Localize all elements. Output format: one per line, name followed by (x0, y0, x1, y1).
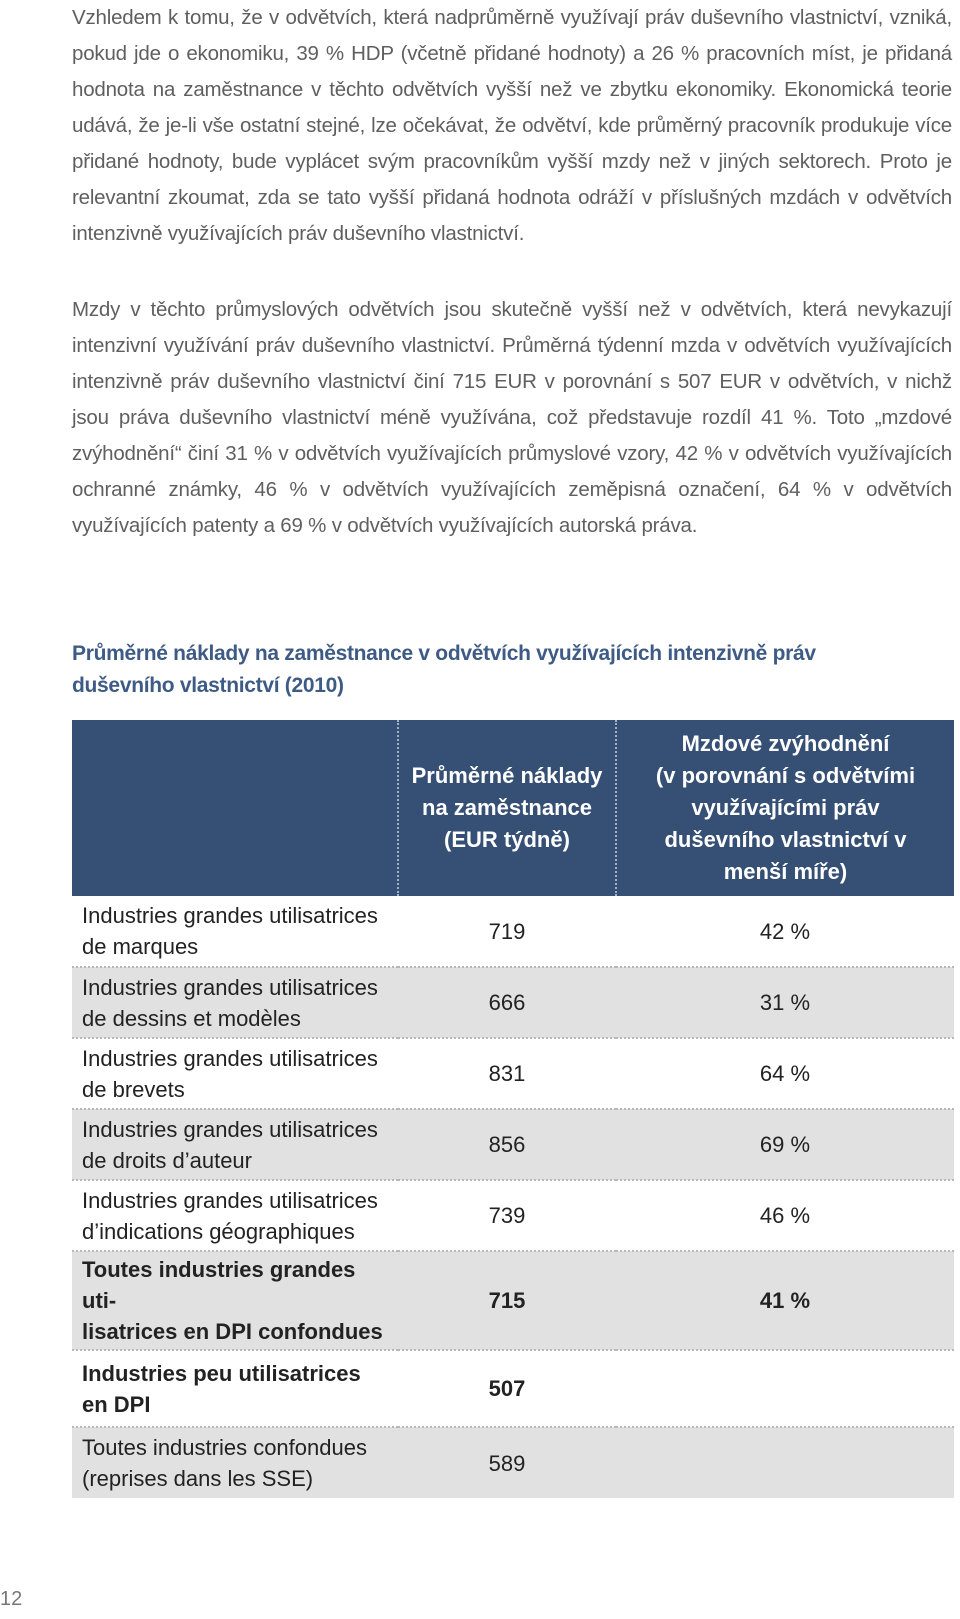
paragraph-wages: Mzdy v těchto průmyslových odvětvích jsou skutečně vyšší než v odvětvích, která nevykazují intenzivní využívání práv duševního vlastnictví. Průměrná týdenní mzda v odvětvích využívajících intenzivně práv duševního vlastnictví činí 715 EUR v porovnání s 507 EUR v odvětvích, v nichž jsou práva duševního vlastnictví méně využívána, což představuje rozdíl 41 %. Toto „mzdové zvýhodnění“ činí 31 % v odvětvích využívajících průmyslové vzory, 42 % v odvětvích využívajících ochranné známky, 46 % v odvětvích využívajících zeměpisná označení, 64 % v odvětvích využívajících patenty a 69 % v odvětvích využívajících autorská práva. (72, 298, 952, 537)
table-row (72, 1038, 954, 1109)
row-label-line: Industries peu utilisatrices (82, 1360, 361, 1386)
header-industry (72, 720, 398, 896)
table-row-all-industries (72, 1427, 954, 1498)
row-premium: 42 % (616, 896, 954, 967)
row-cost: 719 (398, 896, 616, 967)
row-premium: 64 % (616, 1038, 954, 1109)
row-label-line: en DPI (82, 1391, 151, 1417)
row-premium: 46 % (616, 1180, 954, 1251)
header-wage-premium (616, 720, 954, 896)
header-line: (EUR týdně) (444, 827, 570, 852)
table-caption (72, 638, 872, 702)
row-label-line: Industries grandes utilisatrices (82, 1187, 378, 1213)
row-cost: 589 (398, 1427, 616, 1498)
row-label (72, 1180, 398, 1251)
row-premium: 41 % (616, 1251, 954, 1350)
table-caption-line-2: duševního vlastnictví (2010) (72, 674, 344, 697)
header-average-cost (398, 720, 616, 896)
header-line: menší míře) (723, 859, 848, 884)
row-premium: 69 % (616, 1109, 954, 1180)
table-row (72, 1180, 954, 1251)
row-cost: 831 (398, 1038, 616, 1109)
table-row-total-ipr-intensive (72, 1251, 954, 1350)
row-label-line: lisatrices en DPI confondues (82, 1319, 383, 1344)
header-line: Průměrné náklady (411, 763, 603, 788)
row-cost: 507 (398, 1350, 616, 1427)
row-label (72, 1038, 398, 1109)
row-cost: 715 (398, 1251, 616, 1350)
table-header-row (72, 720, 954, 896)
row-label-line: Toutes industries confondues (82, 1435, 367, 1460)
row-label (72, 1427, 398, 1498)
employee-cost-table (72, 720, 954, 1498)
row-label (72, 1350, 398, 1427)
page-number: 12 (0, 1588, 23, 1610)
row-label-line: de dessins et modèles (82, 1005, 301, 1031)
table-row (72, 967, 954, 1038)
table-row (72, 896, 954, 967)
row-label-line: Industries grandes utilisatrices (82, 903, 378, 928)
header-line: využívajícími práv (691, 795, 880, 820)
row-label (72, 1251, 398, 1350)
header-line: (v porovnání s odvětvími (655, 763, 916, 788)
row-label-line: de brevets (82, 1076, 185, 1102)
row-premium: 31 % (616, 967, 954, 1038)
row-label-line: Industries grandes utilisatrices (82, 1045, 378, 1071)
header-line: duševního vlastnictví v (664, 827, 907, 852)
row-cost: 666 (398, 967, 616, 1038)
paragraph-value-added: Vzhledem k tomu, že v odvětvích, která nadprůměrně využívají práv duševního vlastnictví, vzniká, pokud jde o ekonomiku, 39 % HDP (včetně přidané hodnoty) a 26 % pracovních míst, je přidaná hodnota na zaměstnance v těchto odvětvích vyšší než ve zbytku ekonomiky. Ekonomická teorie udává, že je-li vše ostatní stejné, lze očekávat, že odvětví, kde průměrný pracovník produkuje více přidané hodnoty, bude vyplácet svým pracovníkům vyšší mzdy než v jiných sektorech. Proto je relevantní zkoumat, zda se tato vyšší přidaná hodnota odráží v příslušných mzdách v odvětvích intenzivně využívajících práv duševního vlastnictví. (72, 6, 952, 245)
row-label-line: de marques (82, 934, 199, 959)
header-line: na zaměstnance (422, 795, 592, 820)
table-row (72, 1109, 954, 1180)
row-label-line: Toutes industries grandes uti- (82, 1257, 356, 1313)
row-label-line: de droits d’auteur (82, 1147, 252, 1173)
row-label (72, 1109, 398, 1180)
row-label-line: d’indications géographiques (82, 1218, 355, 1244)
table-caption-line-1: Průměrné náklady na zaměstnance v odvětvích využívajících intenzivně práv (72, 642, 816, 665)
table-row-non-ipr-intensive (72, 1350, 954, 1427)
row-label (72, 896, 398, 967)
row-cost: 856 (398, 1109, 616, 1180)
row-label (72, 967, 398, 1038)
row-label-line: Industries grandes utilisatrices (82, 1116, 378, 1142)
row-label-line: (reprises dans les SSE) (82, 1466, 314, 1491)
row-label-line: Industries grandes utilisatrices (82, 974, 378, 1000)
header-line: Mzdové zvýhodnění (681, 731, 890, 756)
row-cost: 739 (398, 1180, 616, 1251)
row-premium (616, 1350, 954, 1427)
row-premium (616, 1427, 954, 1498)
